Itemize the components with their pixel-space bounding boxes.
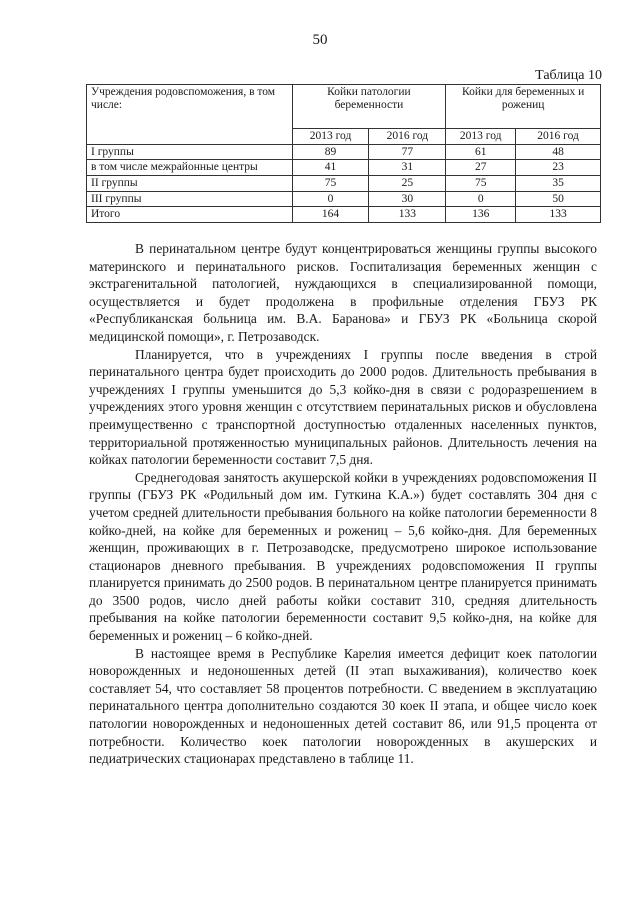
- paragraph: Планируется, что в учреждениях I группы после введения в строй перинатального центра будет происходить до 2000 родов. Длительность пребывания в учреждениях I группы уменьшится до 5,3 койко-дня в связи с родоразрешением в учреждениях этого уровня женщин с отсутствием перинатальных рисков и обусловлена преимущественно с транспортной доступностью отдаленных населенных пунктов, территориальной протяженностью муниципальных районов. Длительность лечения на койках патологии беременности составит 7,5 дня.: [89, 346, 597, 468]
- table-cell: 41: [292, 160, 369, 176]
- table-cell: 133: [369, 207, 446, 223]
- table-cell: 30: [369, 191, 446, 207]
- row-label: III группы: [87, 191, 293, 207]
- table-cell: 50: [516, 191, 601, 207]
- table-row: [87, 191, 601, 207]
- table-cell: 89: [292, 144, 369, 160]
- table-cell: 0: [446, 191, 516, 207]
- year-header: 2016 год: [516, 129, 601, 145]
- table-row-total: [87, 207, 601, 223]
- beds-table: [86, 84, 601, 223]
- table-cell: 23: [516, 160, 601, 176]
- paragraph: В перинатальном центре будут концентрироваться женщины группы высокого материнского и перинатального рисков. Госпитализация беременных женщин с экстрагенитальной патологией, нуждающихся в специализированной помощи, осуществляется и будет продолжена в профильные отделения ГБУЗ РК «Республиканская больница им. В.А. Баранова» и ГБУЗ РК «Больница скорой медицинской помощи», г. Петрозаводск.: [89, 241, 597, 344]
- table-row: [87, 160, 601, 176]
- column-group-pathology: Койки патологии беременности: [292, 85, 446, 129]
- table-row-header: Учреждения родовспоможения, в том числе:: [87, 85, 293, 145]
- paragraph: В настоящее время в Республике Карелия имеется дефицит коек патологии новорожденных и недоношенных детей (II этап выхаживания), количество коек составляет 54, что составляет 58 процентов потребности. С введением в эксплуатацию перинатального центра дополнительно создаются 30 коек II этапа, и общее число коек патологии новорожденных и недоношенных детей составит 86, или 91,5 процента от потребности. Количество коек патологии новорожденных в акушерских и педиатрических стационарах представлено в таблице 11.: [89, 645, 597, 767]
- table-cell: 61: [446, 144, 516, 160]
- table-cell: 31: [369, 160, 446, 176]
- table-row: [87, 175, 601, 191]
- table-cell: 35: [516, 175, 601, 191]
- year-header: 2013 год: [446, 129, 516, 145]
- row-label: в том числе межрайонные центры: [87, 160, 293, 176]
- row-label: II группы: [87, 175, 293, 191]
- table-cell: 164: [292, 207, 369, 223]
- body-text: [89, 240, 597, 768]
- row-label: I группы: [87, 144, 293, 160]
- table-cell: 136: [446, 207, 516, 223]
- year-header: 2013 год: [292, 129, 369, 145]
- table-row: [87, 144, 601, 160]
- table-cell: 77: [369, 144, 446, 160]
- table-caption: Таблица 10: [535, 68, 602, 83]
- year-header: 2016 год: [369, 129, 446, 145]
- page-number: 50: [312, 32, 328, 48]
- table-cell: 75: [292, 175, 369, 191]
- table-cell: 75: [446, 175, 516, 191]
- column-group-maternity: Койки для беременных и рожениц: [446, 85, 601, 129]
- table-cell: 0: [292, 191, 369, 207]
- table-cell: 25: [369, 175, 446, 191]
- table-cell: 27: [446, 160, 516, 176]
- table-cell: 133: [516, 207, 601, 223]
- row-label: Итого: [87, 207, 293, 223]
- paragraph: Среднегодовая занятость акушерской койки в учреждениях родовспоможения II группы (ГБУЗ РК «Родильный дом им. Гуткина К.А.») будет составлять 304 дня с учетом средней длительности пребывания больного на койке патологии беременности 8 койко-дней, на койке для беременных и рожениц – 5,6 койко-дня. Для беременных женщин, проживающих в г. Петрозаводске, предусмотрено широкое использование стационаров дневного пребывания. В учреждениях родовспоможения II группы планируется принимать до 2500 родов. В перинатальном центре планируется принимать до 3500 родов, число дней работы койки составит 310, средняя длительность пребывания на койке патологии беременности составит 9,5 койко-дня, на койке для беременных и рожениц – 6 койко-дней.: [89, 469, 597, 644]
- table-cell: 48: [516, 144, 601, 160]
